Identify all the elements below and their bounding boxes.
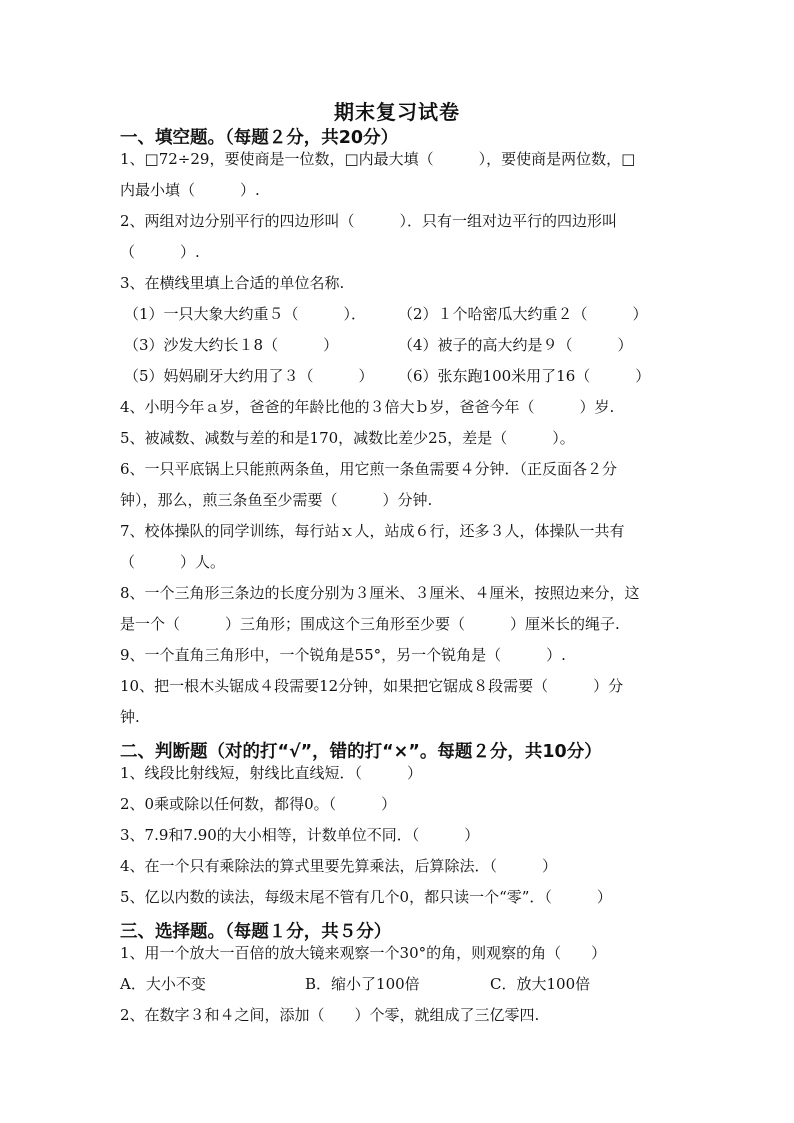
s2-line: 5、亿以内数的读法，每级末尾不管有几个0，都只读一个“零”．（ ） — [120, 888, 612, 906]
s1-line: 是一个（ ）三角形；围成这个三角形至少要（ ）厘米长的绳子. — [120, 615, 620, 633]
s1-line: 钟），那么，煎三条鱼至少需要（ ）分钟. — [120, 491, 433, 509]
s3-question: 2、在数字３和４之间，添加（ ）个零，就组成了三亿零四. — [120, 1006, 540, 1024]
page-title: 期末复习试卷 — [334, 100, 460, 124]
s1-line: 10、把一根木头锯成４段需要12分钟，如果把它锯成８段需要（ ）分 — [120, 677, 624, 695]
unit-item: （3）沙发大约长１8（ ） — [124, 336, 339, 354]
s1-line: 6、一只平底锅上只能煎两条鱼，用它煎一条鱼需要４分钟．（正反面各２分 — [120, 460, 618, 478]
s1-line: 3、在横线里填上合适的单位名称. — [120, 274, 345, 292]
unit-item: （2）１个哈密瓜大约重２（ ） — [398, 305, 648, 323]
choice-option: C．放大100倍 — [490, 975, 591, 993]
unit-item: （1）一只大象大约重５（ ）． — [124, 305, 367, 323]
choice-option: B．缩小了100倍 — [305, 975, 420, 993]
s1-line: 2、两组对边分别平行的四边形叫（ ）．只有一组对边平行的四边形叫 — [120, 212, 618, 230]
s1-line: 5、被减数、减数与差的和是170，减数比差少25，差是（ ）。 — [120, 429, 575, 447]
unit-item: （4）被子的高大约是９（ ） — [398, 336, 633, 354]
s1-line: （ ）. — [120, 243, 200, 261]
section3-heading: 三、选择题。（每题１分，共５分） — [120, 922, 392, 942]
s3-question: 1、用一个放大一百倍的放大镜来观察一个30°的角，则观察的角（ ） — [120, 944, 607, 962]
s2-line: 4、在一个只有乘除法的算式里要先算乘法，后算除法．（ ） — [120, 857, 558, 875]
s1-line: （ ）人。 — [120, 553, 226, 571]
s1-line: 4、小明今年ａ岁，爸爸的年龄比他的３倍大ｂ岁，爸爸今年（ ）岁. — [120, 398, 615, 416]
s1-line: 内最小填（ ）. — [120, 181, 260, 199]
s1-line: 1、□72÷29，要使商是一位数，□内最大填（ ），要使商是两位数，□ — [120, 150, 636, 168]
s2-line: 3、7.9和7.90的大小相等，计数单位不同．（ ） — [120, 826, 480, 844]
choice-option: A．大小不变 — [120, 975, 206, 993]
s1-line: 9、一个直角三角形中，一个锐角是55°，另一个锐角是（ ）. — [120, 646, 566, 664]
unit-item: （5）妈妈刷牙大约用了３（ ） — [124, 367, 374, 385]
s2-line: 1、线段比射线短，射线比直线短．（ ） — [120, 764, 423, 782]
s1-line: 钟. — [120, 708, 140, 726]
s1-line: 8、一个三角形三条边的长度分别为３厘米、３厘米、４厘米，按照边来分，这 — [120, 584, 640, 602]
unit-item: （6）张东跑100米用了16（ ） — [398, 367, 651, 385]
section2-heading: 二、判断题（对的打“√”，错的打“×”。每题２分，共10分） — [120, 742, 602, 762]
s1-line: 7、校体操队的同学训练，每行站ｘ人，站成６行，还多３人，体操队一共有 — [120, 522, 625, 540]
section1-heading: 一、填空题。（每题２分，共20分） — [120, 128, 399, 148]
s2-line: 2、0乘或除以任何数，都得0。（ ） — [120, 795, 397, 813]
